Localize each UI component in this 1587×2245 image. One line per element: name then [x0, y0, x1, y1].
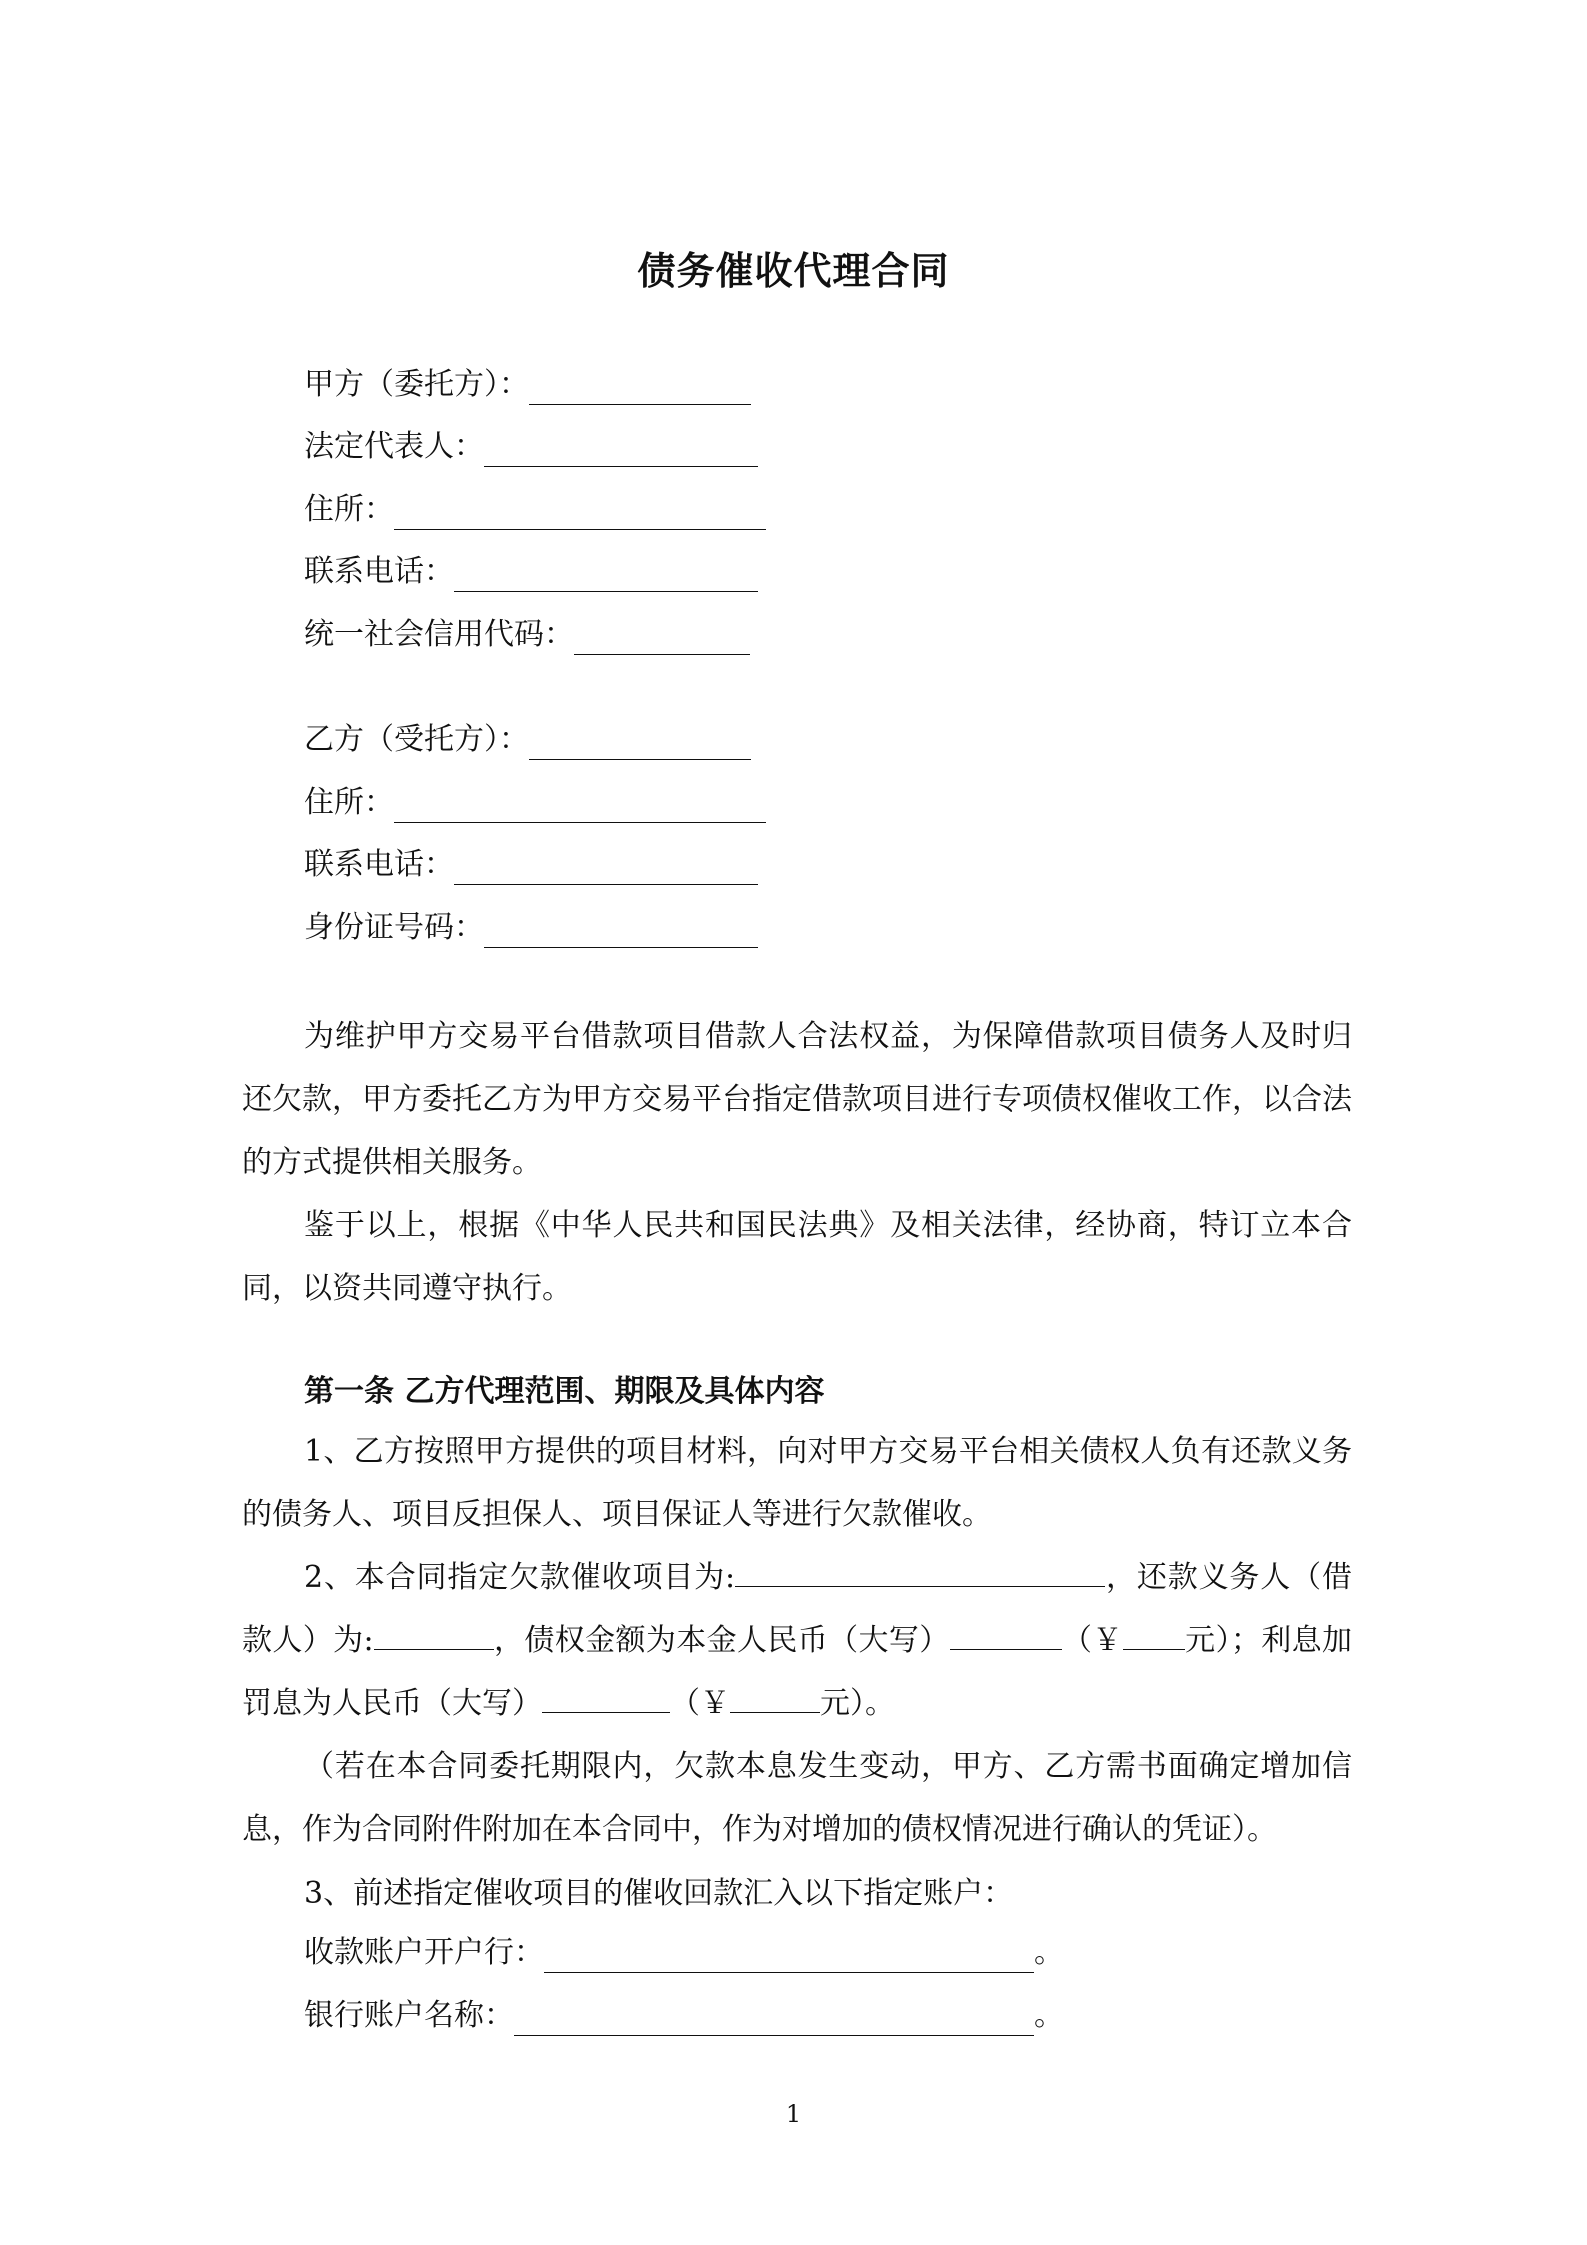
party-a-credit-code-field [304, 615, 750, 655]
party-a-rep-blank[interactable] [484, 436, 758, 467]
party-b-label: 乙方（受托方）： [304, 722, 529, 757]
party-a-rep-field [304, 427, 758, 467]
party-a-label: 甲方（委托方）： [304, 367, 529, 402]
party-b-address-label: 住所： [304, 785, 394, 820]
account-name-field [304, 1996, 1064, 2036]
clause-2-text-3: ，债权金额为本金人民币（大写） [493, 1623, 950, 1658]
party-a-blank[interactable] [529, 374, 751, 405]
principal-words-blank[interactable] [950, 1619, 1062, 1650]
note-paragraph: （若在本合同委托期限内，欠款本息发生变动，甲方、乙方需书面确定增加信息，作为合同附件附加在本合同中，作为对增加的债权情况进行确认的凭证）。 [242, 1749, 1352, 1847]
intro-paragraph: 为维护甲方交易平台借款项目借款人合法权益，为保障借款项目债务人及时归还欠款，甲方委托乙方为甲方交易平台指定借款项目进行专项债权催收工作，以合法的方式提供相关服务。 [242, 1019, 1352, 1180]
party-a-phone-blank[interactable] [454, 561, 758, 592]
party-a-address-label: 住所： [304, 492, 394, 527]
party-a-credit-code-blank[interactable] [574, 624, 750, 655]
party-b-id-label: 身份证号码： [304, 910, 484, 945]
article-1-heading: 第一条 乙方代理范围、期限及具体内容 [304, 1374, 825, 1409]
project-blank[interactable] [735, 1556, 1105, 1587]
principal-amount-blank[interactable] [1123, 1619, 1185, 1650]
party-b-blank[interactable] [529, 729, 751, 760]
clause-1: 1、乙方按照甲方提供的项目材料，向对甲方交易平台相关债权人负有还款义务的债务人、项目反担保人、项目保证人等进行欠款催收。 [242, 1434, 1352, 1532]
clause-2-text-4: （￥ [1061, 1623, 1123, 1658]
bank-blank[interactable] [544, 1942, 1034, 1973]
party-b-name-field [304, 720, 751, 760]
account-name-label: 银行账户名称： [304, 1998, 514, 2033]
party-b-phone-blank[interactable] [454, 854, 758, 885]
party-a-credit-code-label: 统一社会信用代码： [304, 617, 574, 652]
clause-2-text-6: （￥ [670, 1686, 730, 1721]
party-b-id-blank[interactable] [484, 917, 758, 948]
party-a-address-blank[interactable] [394, 499, 766, 530]
party-b-phone-field [304, 845, 758, 885]
bank-field [304, 1933, 1064, 1973]
clause-2 [242, 1546, 1352, 1735]
party-b-phone-label: 联系电话： [304, 847, 454, 882]
party-a-address-field [304, 490, 766, 530]
party-a-phone-label: 联系电话： [304, 554, 454, 589]
page-number: 1 [785, 2100, 802, 2128]
borrower-blank[interactable] [374, 1619, 494, 1650]
clause-2-text-5: 元）；利息加罚息为人民币（大写） [242, 1623, 1353, 1721]
party-b-address-blank[interactable] [394, 792, 766, 823]
clause-2-text-1: 2、本合同指定欠款催收项目为: [304, 1560, 736, 1595]
account-name-period: 。 [1034, 1998, 1064, 2033]
document-title: 债务催收代理合同 [637, 248, 950, 293]
interest-words-blank[interactable] [542, 1682, 670, 1713]
party-a-name-field [304, 365, 751, 405]
clause-2-text-2: ，还款义务人（借款人）为: [242, 1560, 1352, 1658]
bank-label: 收款账户开户行： [304, 1935, 544, 1970]
clause-2-text-7: 元）。 [820, 1686, 895, 1721]
party-b-address-field [304, 783, 766, 823]
party-a-phone-field [304, 552, 758, 592]
bank-period: 。 [1034, 1935, 1064, 1970]
clause-3: 3、前述指定催收项目的催收回款汇入以下指定账户： [304, 1876, 1014, 1911]
account-name-blank[interactable] [514, 2005, 1034, 2036]
party-a-rep-label: 法定代表人： [304, 429, 484, 464]
party-b-id-field [304, 908, 758, 948]
basis-paragraph: 鉴于以上，根据《中华人民共和国民法典》及相关法律，经协商，特订立本合同，以资共同遵守执行。 [242, 1208, 1352, 1306]
interest-amount-blank[interactable] [730, 1682, 820, 1713]
